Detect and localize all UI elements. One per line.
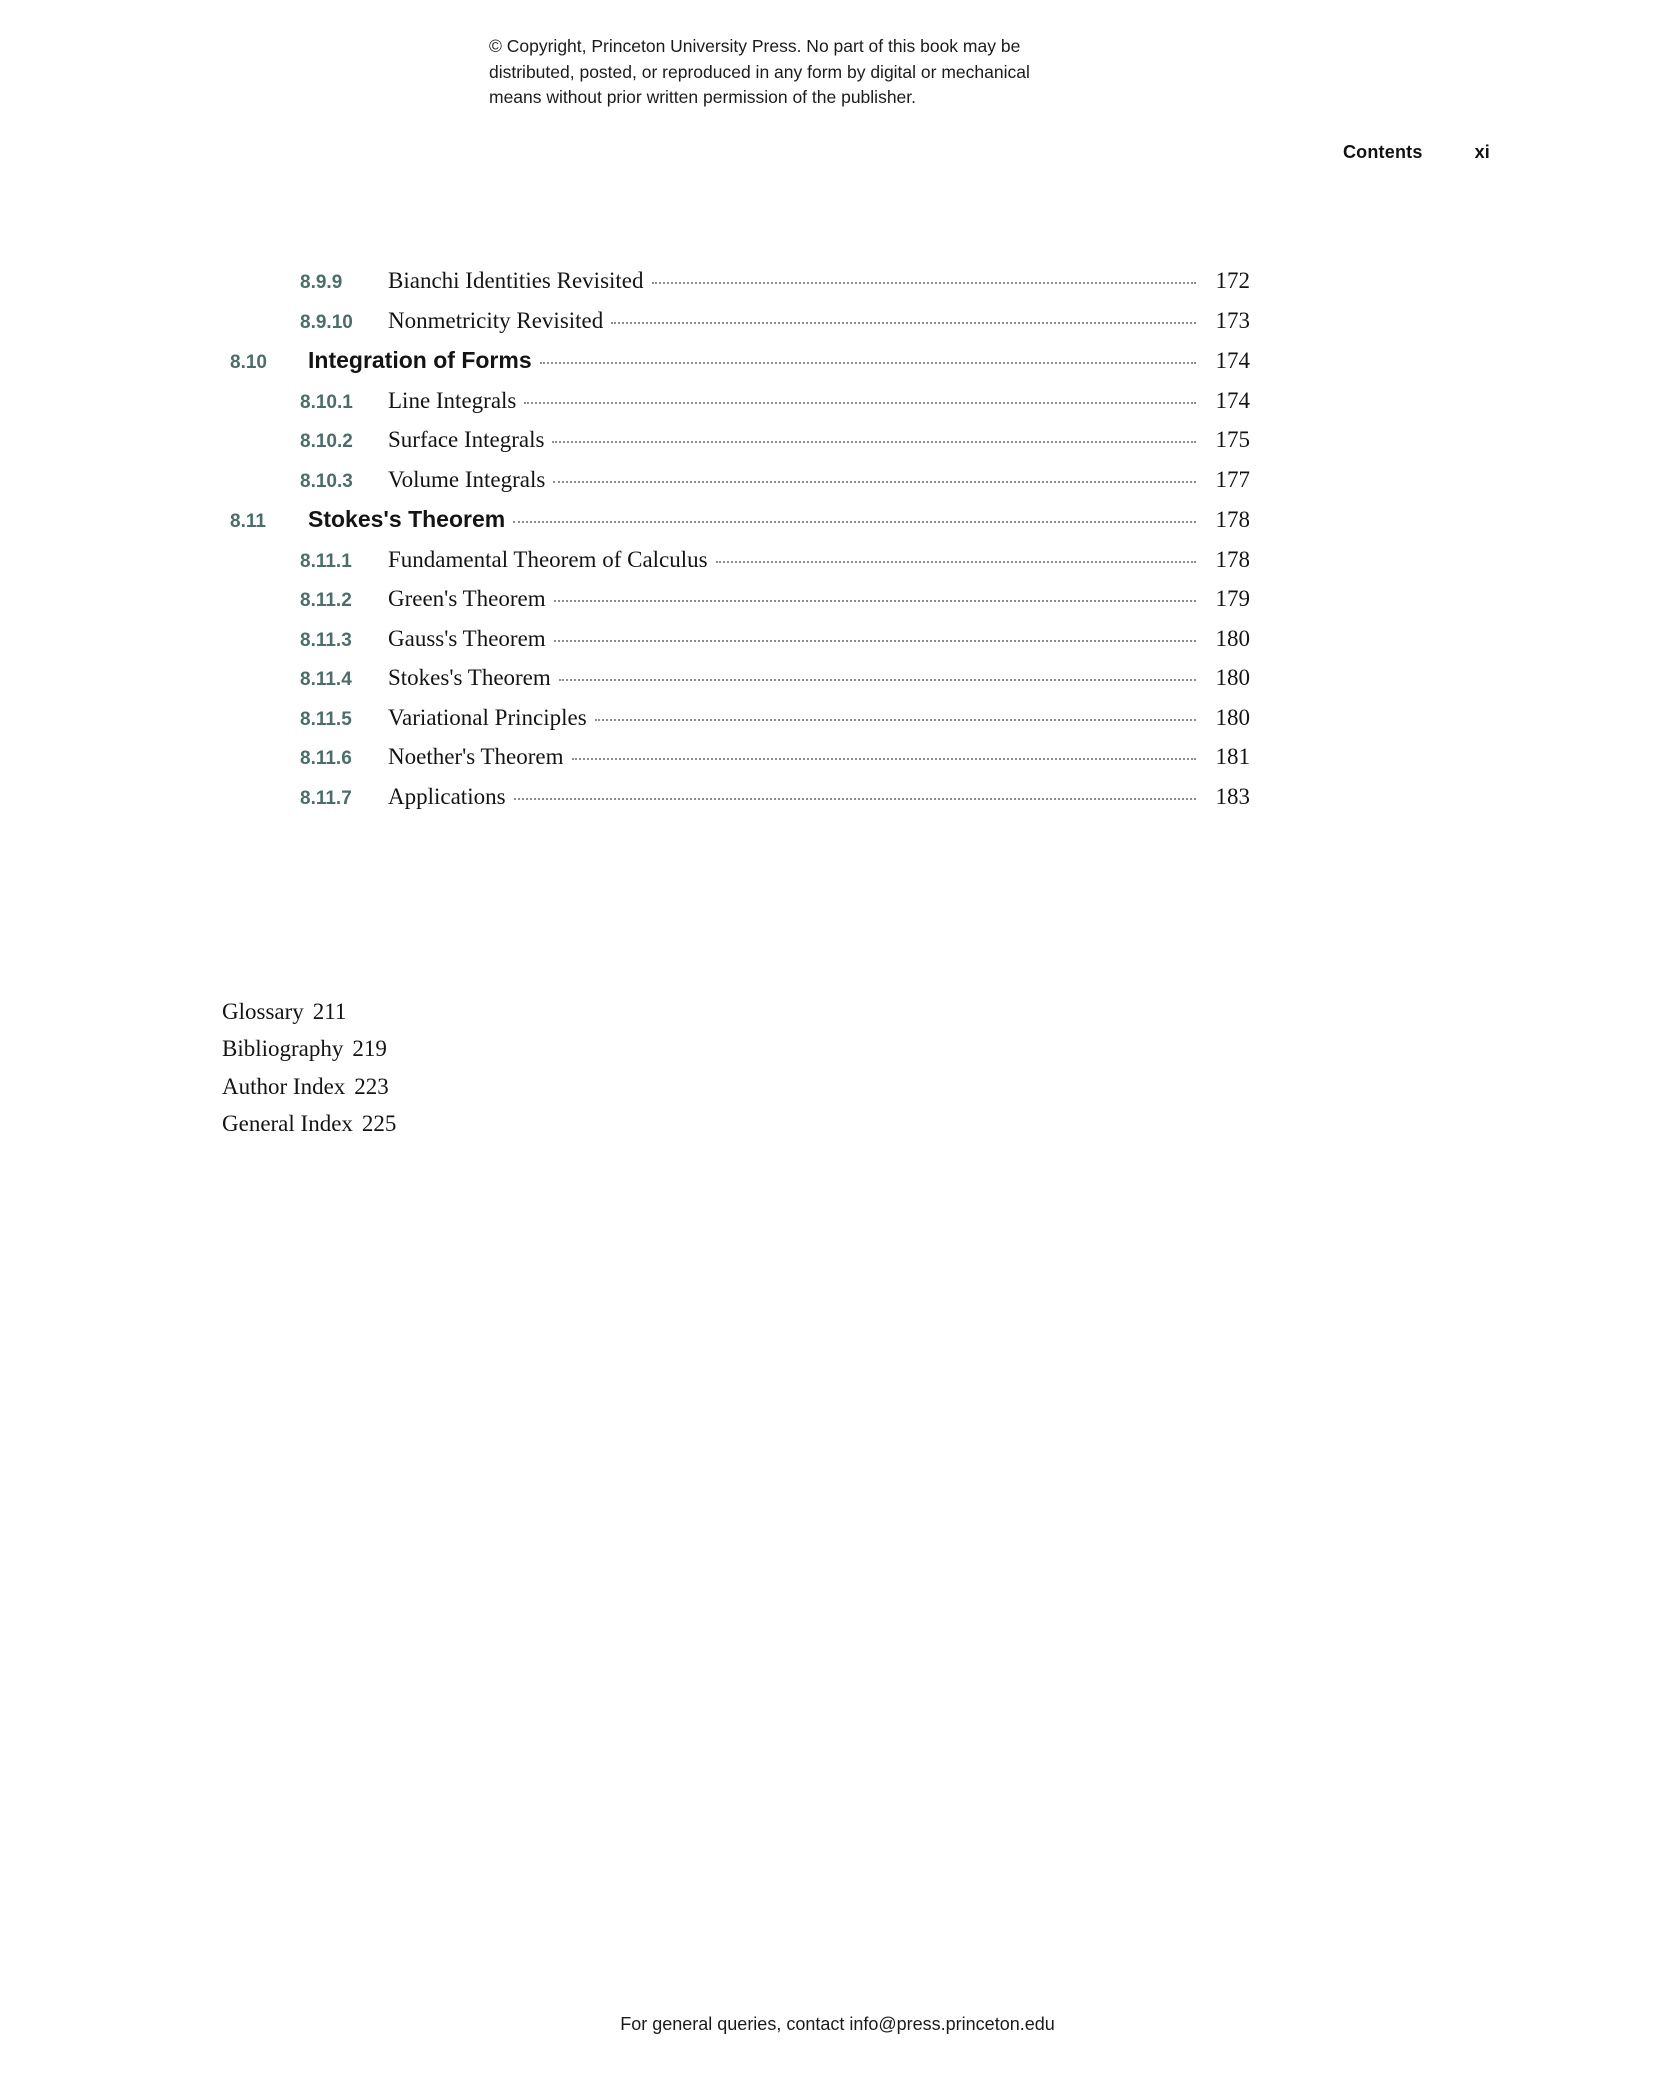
toc-leader-dots: [514, 798, 1196, 800]
toc-entry-title: Volume Integrals: [388, 466, 546, 492]
toc-entry-number: 8.10.3: [300, 470, 353, 492]
toc-entry[interactable]: [230, 308, 1250, 334]
toc-entry-number: 8.10.2: [300, 431, 353, 452]
toc-entry-page: 174: [1215, 348, 1250, 373]
toc-entry-number: 8.11.1: [300, 550, 352, 572]
toc-entry-title: Stokes's Theorem: [308, 506, 506, 532]
toc-leader-dots: [652, 282, 1196, 284]
toc-entry-page: 180: [1215, 665, 1250, 690]
toc-entry-page: 183: [1215, 783, 1250, 809]
toc-entry-title: Stokes's Theorem: [388, 665, 551, 690]
toc-leader-dots: [552, 441, 1196, 443]
toc-entry-page: 178: [1215, 546, 1250, 572]
toc-entry-page: 177: [1215, 466, 1250, 492]
backmatter-title: Glossary: [222, 999, 304, 1024]
toc-entry[interactable]: [230, 388, 1250, 414]
toc-leader-dots: [716, 561, 1196, 563]
toc-entry-page: 175: [1215, 427, 1250, 452]
toc-entry-page: 172: [1215, 268, 1250, 293]
toc-entry[interactable]: [230, 347, 1250, 374]
toc-entry-title: Gauss's Theorem: [388, 625, 546, 651]
toc-entry[interactable]: [230, 506, 1250, 533]
toc-entry-title: Green's Theorem: [388, 586, 546, 611]
backmatter-page: 211: [312, 999, 347, 1024]
toc-entry-number: 8.11.3: [300, 629, 352, 651]
toc-entry-page: 181: [1215, 744, 1250, 769]
backmatter-page: 225: [361, 1110, 397, 1136]
toc-leader-dots: [554, 640, 1196, 642]
toc-entry-title: Bianchi Identities Revisited: [388, 268, 644, 293]
backmatter-title: Bibliography: [222, 1036, 344, 1062]
toc-entry-page: 180: [1215, 625, 1250, 651]
toc-entry[interactable]: [230, 427, 1250, 453]
toc-entry-page: 178: [1215, 507, 1250, 532]
toc-entry[interactable]: [230, 705, 1250, 731]
toc-entry-title: Nonmetricity Revisited: [388, 307, 604, 333]
toc-entry[interactable]: [230, 744, 1250, 770]
toc-entry-page: 179: [1215, 586, 1250, 611]
toc-entry-page: 180: [1215, 704, 1250, 730]
toc-entry[interactable]: [230, 626, 1250, 652]
toc-entry-title: Line Integrals: [388, 387, 517, 413]
toc-entry-page: 174: [1215, 387, 1250, 413]
backmatter-item[interactable]: [222, 1030, 396, 1067]
toc-leader-dots: [553, 481, 1196, 483]
backmatter-item[interactable]: [222, 1068, 396, 1105]
backmatter-list: [222, 993, 396, 1142]
backmatter-title: General Index: [222, 1110, 353, 1136]
toc-entry-number: 8.11.6: [300, 748, 352, 769]
running-head: [1343, 142, 1490, 163]
toc-leader-dots: [554, 600, 1196, 602]
page-folio: xi: [1474, 142, 1490, 162]
footer-text: For general queries, contact info@press.princeton.edu: [620, 2014, 1055, 2034]
toc-entry-title: Variational Principles: [388, 704, 587, 730]
toc-leader-dots: [572, 758, 1196, 760]
toc-leader-dots: [513, 521, 1196, 523]
running-head-label: Contents: [1342, 142, 1423, 162]
backmatter-page: 223: [354, 1073, 389, 1099]
toc-entry-number: 8.9.10: [300, 311, 353, 333]
toc-entry-number: 8.10: [230, 352, 267, 373]
toc-entry[interactable]: [230, 268, 1250, 294]
page-footer: [0, 2014, 1675, 2035]
toc-leader-dots: [524, 402, 1196, 404]
toc-entry[interactable]: [230, 784, 1250, 810]
backmatter-item[interactable]: [222, 1105, 396, 1142]
toc-leader-dots: [540, 362, 1196, 364]
toc-entry[interactable]: [230, 586, 1250, 612]
toc-entry-page: 173: [1215, 307, 1250, 333]
toc-leader-dots: [559, 679, 1196, 681]
backmatter-item[interactable]: [222, 993, 396, 1030]
toc-leader-dots: [611, 322, 1196, 324]
toc-entry-number: 8.9.9: [300, 272, 343, 293]
toc-leader-dots: [595, 719, 1196, 721]
toc-entry-title: Surface Integrals: [388, 427, 545, 452]
toc-entry-title: Fundamental Theorem of Calculus: [388, 546, 708, 572]
copyright-notice: [489, 34, 1189, 111]
backmatter-page: 219: [352, 1036, 387, 1062]
backmatter-title: Author Index: [222, 1073, 346, 1099]
toc-entry-number: 8.10.1: [300, 391, 353, 413]
toc-entry-title: Integration of Forms: [308, 347, 532, 373]
toc-entry[interactable]: [230, 547, 1250, 573]
toc-entry-number: 8.11: [230, 511, 266, 532]
table-of-contents: [230, 268, 1250, 823]
toc-entry[interactable]: [230, 665, 1250, 691]
toc-entry-number: 8.11.2: [300, 590, 352, 611]
toc-entry-title: Applications: [388, 783, 506, 809]
copyright-line-3: means without prior written permission of the publisher.: [489, 87, 917, 108]
toc-entry[interactable]: [230, 467, 1250, 493]
toc-entry-title: Noether's Theorem: [388, 744, 564, 769]
toc-entry-number: 8.11.7: [300, 787, 352, 809]
toc-entry-number: 8.11.5: [300, 708, 352, 730]
copyright-line-1: © Copyright, Princeton University Press. No part of this book may be: [489, 36, 1021, 56]
toc-entry-number: 8.11.4: [300, 669, 352, 690]
copyright-line-2: distributed, posted, or reproduced in any form by digital or mechanical: [489, 61, 1030, 82]
